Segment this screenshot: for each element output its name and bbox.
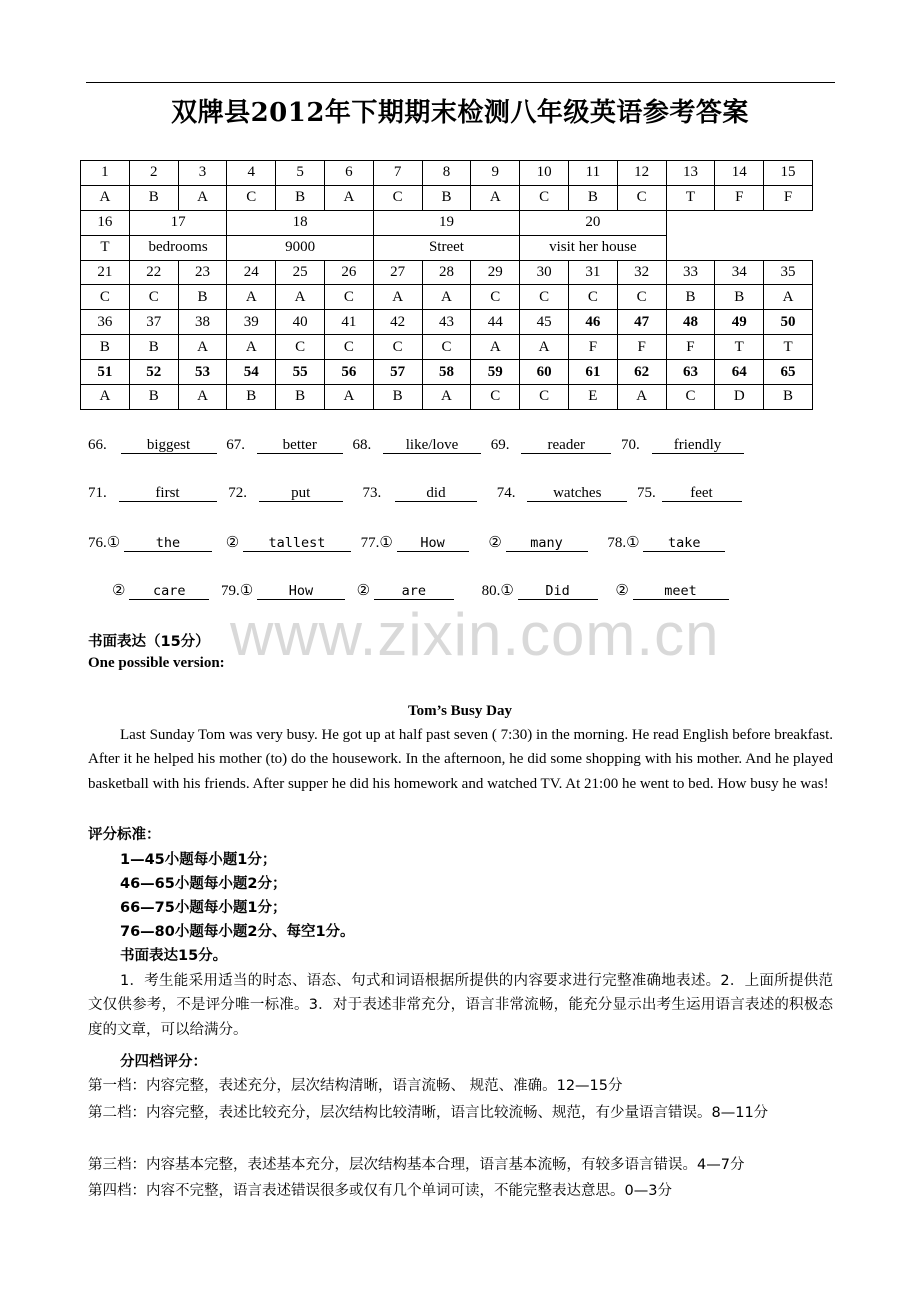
answer-blank: tallest [243,535,351,552]
answer-blank: the [124,535,212,552]
grades-heading: 分四档评分： [120,1054,207,1070]
table-cell: F [715,185,764,210]
table-cell: 60 [520,360,569,385]
table-row [81,310,813,335]
criteria-item: 1—45小题每小题1分； [120,852,277,868]
table-cell: 9000 [227,235,373,260]
table-cell: B [129,335,178,360]
table-cell: C [568,285,617,310]
table-cell: A [178,185,227,210]
table-cell: 57 [373,360,422,385]
scoring-notes: 1．考生能采用适当的时态、语态、句式和词语根据所提供的内容要求进行完整准确地表述。2．上面所提供范文仅供参考，不是评分唯一标准。3．对于表述非常充分，语言非常流畅，能充分显示出考生运用语言表述的积极态度的文章，可以给满分。 [88,973,833,1038]
question-number: 77.① [360,535,393,551]
table-cell: 4 [227,161,276,186]
answer-blank: How [257,583,345,600]
table-cell: 28 [422,260,471,285]
table-cell: D [715,385,764,410]
table-row [81,360,813,385]
table-cell: C [129,285,178,310]
table-cell: T [715,335,764,360]
table-cell: 51 [81,360,130,385]
question-number: ② [356,583,371,599]
question-number: 74. [496,485,516,501]
fill-row-66-70 [88,437,744,454]
answer-blank: are [374,583,454,600]
table-cell: bedrooms [129,235,227,260]
table-cell: A [617,385,666,410]
grade-item [88,1101,838,1125]
table-cell: 12 [617,161,666,186]
table-cell: C [520,185,569,210]
table-cell: C [324,285,373,310]
table-cell: 64 [715,360,764,385]
table-cell: C [373,335,422,360]
question-number: ② [225,535,240,551]
answer-blank: meet [633,583,729,600]
grade-text: 内容不完整，语言表述错误很多或仅有几个单词可读，不能完整表达意思。0—3分 [146,1183,672,1199]
table-cell: 52 [129,360,178,385]
table-cell: 23 [178,260,227,285]
table-cell: 45 [520,310,569,335]
table-cell: C [227,185,276,210]
answer-table [80,160,813,410]
table-cell: C [617,185,666,210]
criteria-item: 46—65小题每小题2分； [120,876,287,892]
table-cell: B [178,285,227,310]
question-number: 78.① [607,535,640,551]
table-cell: 9 [471,161,520,186]
table-cell: A [422,385,471,410]
table-cell: 65 [764,360,813,385]
table-cell: 34 [715,260,764,285]
answer-blank: friendly [652,437,744,454]
table-cell: visit her house [520,235,666,260]
table-cell: A [520,335,569,360]
table-row [81,161,813,186]
criteria-item: 76—80小题每小题2分、每空1分。 [120,924,355,940]
grade-text: 内容基本完整，表述基本充分，层次结构基本合理，语言基本流畅，有较多语言错误。4—7分 [146,1157,745,1173]
grade-item [88,1153,838,1177]
question-number: 67. [226,437,245,453]
table-cell: C [617,285,666,310]
table-cell: A [227,335,276,360]
grade-text: 内容完整，表述充分，层次结构清晰，语言流畅、 规范、准确。12—15分 [146,1078,623,1094]
table-cell: B [276,385,325,410]
fill-row-71-75 [88,485,742,502]
table-cell: 39 [227,310,276,335]
criteria-heading: 评分标准： [88,827,161,843]
answer-blank: put [259,485,343,502]
grade-label: 第二档： [88,1105,146,1121]
table-cell: 38 [178,310,227,335]
table-cell: A [324,385,373,410]
table-cell: 41 [324,310,373,335]
page-title: 双牌县2012年下期期末检测八年级英语参考答案 [171,98,749,128]
answer-blank: Did [518,583,598,600]
answer-blank: first [119,485,217,502]
table-cell: C [422,335,471,360]
table-cell: 44 [471,310,520,335]
table-cell: 54 [227,360,276,385]
table-cell: B [227,385,276,410]
answer-blank: watches [527,485,627,502]
question-number: ② [112,583,126,599]
table-cell: B [129,385,178,410]
question-number: 68. [352,437,372,453]
table-cell: 36 [81,310,130,335]
table-cell: 22 [129,260,178,285]
table-cell: B [568,185,617,210]
table-cell: C [471,385,520,410]
table-cell: 49 [715,310,764,335]
table-cell: A [422,285,471,310]
essay-body: Last Sunday Tom was very busy. He got up at half past seven ( 7:30) in the morning. He read English before breakfast. After it he helped his mother (to) do the housework. In the afternoon, he did some shopping with his mother. And he played basketball with his friends. After supper he did his homework and watched TV. At 21:00 he went to bed. How busy he was! [88,727,833,792]
top-rule [86,82,835,83]
table-cell: A [471,335,520,360]
question-number: 76.① [88,535,121,551]
table-cell: C [471,285,520,310]
table-cell: 33 [666,260,715,285]
question-number: 79.① [220,583,254,599]
table-row [81,260,813,285]
table-cell: A [178,385,227,410]
fill-row-76-78 [88,533,725,552]
table-cell: T [666,185,715,210]
table-cell: A [227,285,276,310]
answer-blank: did [395,485,477,502]
table-row [81,185,813,210]
table-row [81,285,813,310]
question-number: 80.① [481,583,514,599]
table-cell: 31 [568,260,617,285]
table-cell: B [129,185,178,210]
table-cell: 24 [227,260,276,285]
table-cell: 21 [81,260,130,285]
table-cell: 48 [666,310,715,335]
table-cell: 43 [422,310,471,335]
criteria-item: 66—75小题每小题1分； [120,900,287,916]
table-cell: A [324,185,373,210]
table-cell: B [666,285,715,310]
table-cell: 56 [324,360,373,385]
table-cell: C [81,285,130,310]
table-cell: C [520,285,569,310]
question-number: 73. [362,485,382,501]
table-cell: C [520,385,569,410]
table-cell: A [178,335,227,360]
table-cell: C [666,385,715,410]
table-cell: 6 [324,161,373,186]
table-cell: 40 [276,310,325,335]
table-cell: 5 [276,161,325,186]
table-cell: 53 [178,360,227,385]
table-cell: T [81,235,130,260]
table-cell: 1 [81,161,130,186]
watermark: www.zixin.com.cn [230,601,720,668]
version-label: One possible version: [88,655,225,671]
table-cell: 30 [520,260,569,285]
table-cell: 47 [617,310,666,335]
table-cell: 8 [422,161,471,186]
table-cell: 19 [373,210,519,235]
table-cell: 15 [764,161,813,186]
question-number: ② [488,535,502,551]
question-number: 71. [88,485,107,501]
fill-row-78-80 [112,581,729,600]
table-row [81,335,813,360]
answer-blank: reader [521,437,611,454]
table-cell: F [764,185,813,210]
answer-blank: like/love [383,437,481,454]
table-cell: 11 [568,161,617,186]
table-cell: A [81,385,130,410]
table-cell: E [568,385,617,410]
table-cell: B [764,385,813,410]
table-cell: 13 [666,161,715,186]
answer-blank: feet [662,485,742,502]
criteria-item: 书面表达15分。 [120,948,228,964]
table-cell: 18 [227,210,373,235]
table-cell: 14 [715,161,764,186]
table-cell: 3 [178,161,227,186]
table-cell: 55 [276,360,325,385]
table-cell: 35 [764,260,813,285]
table-cell: A [373,285,422,310]
table-cell: 50 [764,310,813,335]
table-cell: 17 [129,210,227,235]
table-cell: B [276,185,325,210]
grade-item [88,1179,838,1203]
table-cell: 10 [520,161,569,186]
table-cell: C [276,335,325,360]
table-row [81,385,813,410]
essay-title: Tom’s Busy Day [408,703,512,719]
table-cell: B [422,185,471,210]
answer-blank: take [643,535,725,552]
table-cell: A [276,285,325,310]
grade-label: 第四档： [88,1183,146,1199]
table-cell: 62 [617,360,666,385]
table-cell: 26 [324,260,373,285]
question-number: 69. [490,437,510,453]
grade-text: 内容完整，表述比较充分，层次结构比较清晰，语言比较流畅、规范，有少量语言错误。8—11分 [146,1105,769,1121]
table-cell: B [373,385,422,410]
table-cell: F [617,335,666,360]
table-cell: A [764,285,813,310]
table-cell: B [81,335,130,360]
table-cell: F [568,335,617,360]
table-cell: 27 [373,260,422,285]
grade-label: 第三档： [88,1157,146,1173]
table-cell: 42 [373,310,422,335]
grade-item [88,1074,838,1098]
table-cell: 58 [422,360,471,385]
table-cell: 20 [520,210,666,235]
question-number: 75. [637,485,656,501]
table-row [81,210,813,235]
question-number: ② [615,583,629,599]
table-cell: 16 [81,210,130,235]
table-cell: B [715,285,764,310]
answer-blank: many [506,535,588,552]
answer-blank: biggest [121,437,217,454]
question-number: 66. [88,437,107,453]
table-cell: C [324,335,373,360]
writing-heading: 书面表达（15分） [88,634,210,650]
table-cell: 29 [471,260,520,285]
table-cell: C [373,185,422,210]
question-number: 72. [228,485,247,501]
table-cell: 61 [568,360,617,385]
table-cell: 63 [666,360,715,385]
table-cell: T [764,335,813,360]
table-cell: 32 [617,260,666,285]
table-cell: 37 [129,310,178,335]
table-cell: 46 [568,310,617,335]
answer-blank: better [257,437,343,454]
table-cell: Street [373,235,519,260]
table-cell: 25 [276,260,325,285]
answer-blank: care [129,583,209,600]
empty-cell [666,210,812,260]
table-cell: A [81,185,130,210]
table-cell: 59 [471,360,520,385]
question-number: 70. [621,437,640,453]
grade-label: 第一档： [88,1078,146,1094]
table-cell: A [471,185,520,210]
table-cell: 2 [129,161,178,186]
table-cell: 7 [373,161,422,186]
table-cell: F [666,335,715,360]
answer-blank: How [397,535,469,552]
